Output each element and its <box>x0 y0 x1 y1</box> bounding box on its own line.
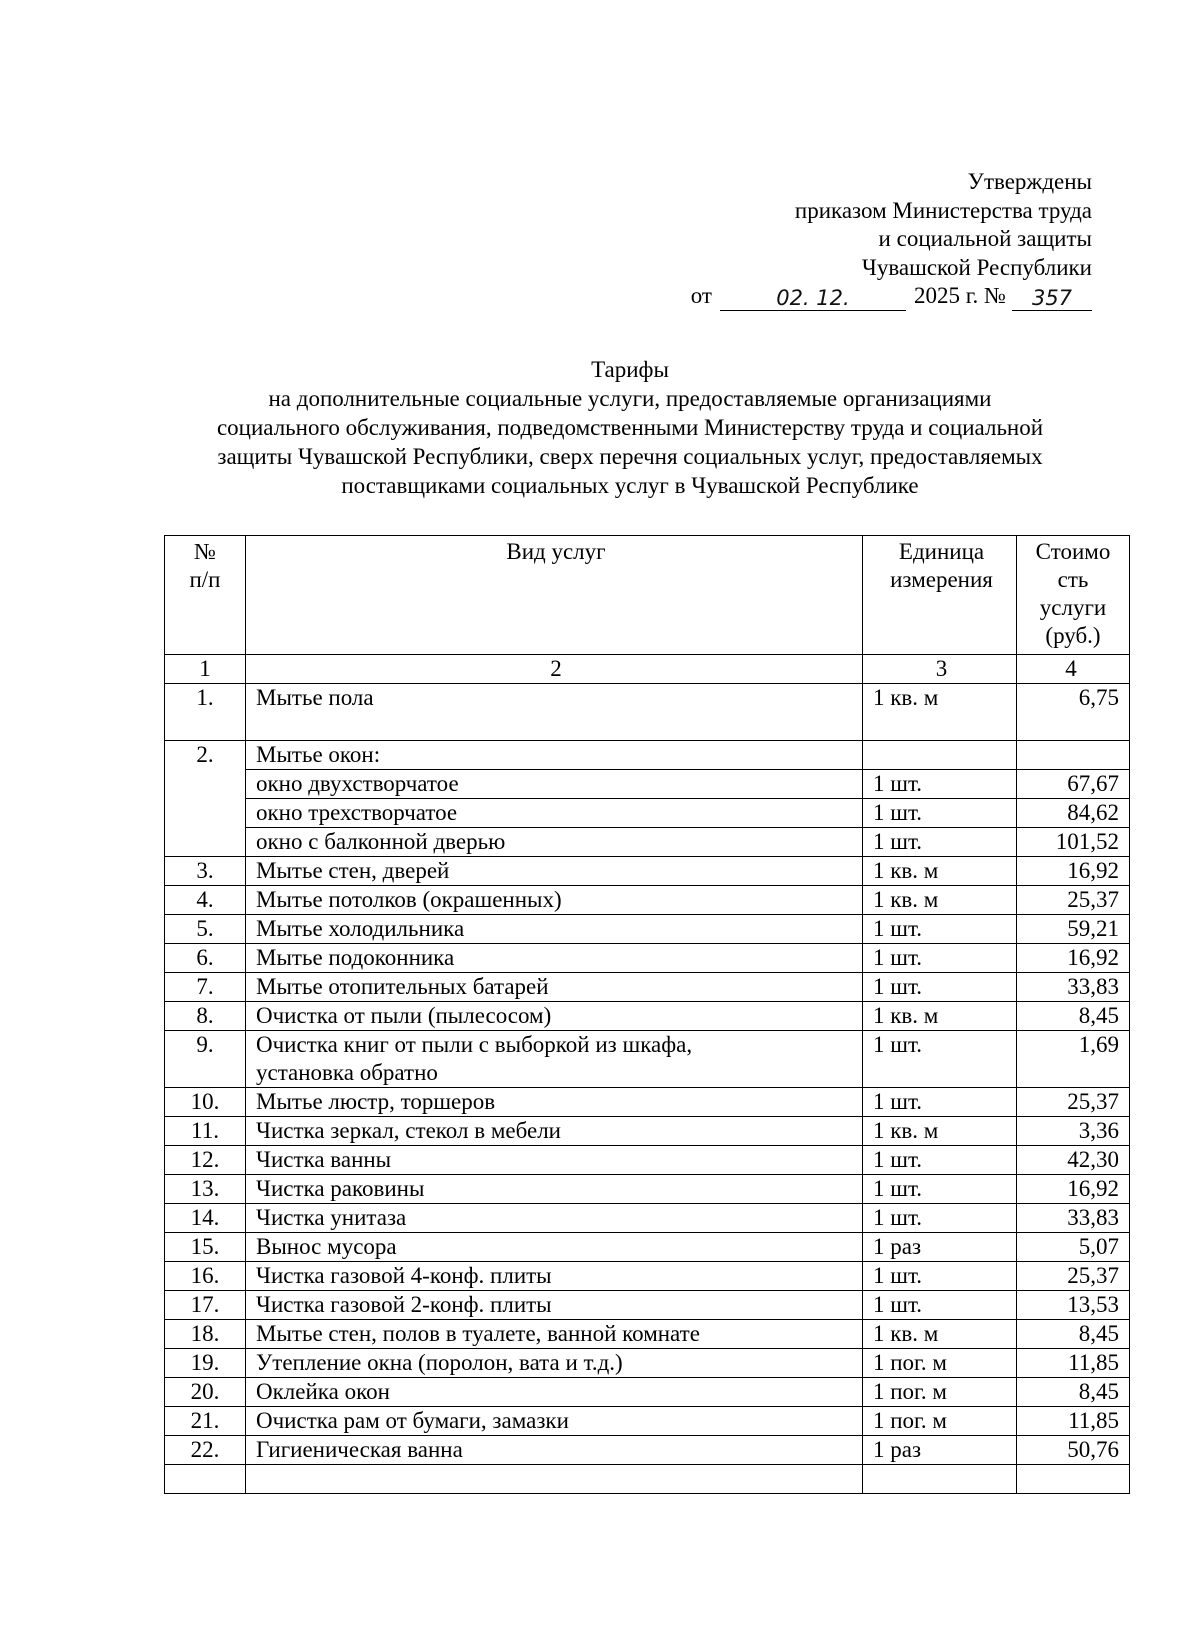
row-number <box>165 1465 246 1494</box>
row-service: Мытье отопительных батарей <box>246 973 863 1002</box>
column-number: 4 <box>1017 655 1130 684</box>
row-unit: 1 пог. м <box>863 1378 1017 1407</box>
row-unit: 1 шт. <box>863 1204 1017 1233</box>
row-number: 11. <box>165 1117 246 1146</box>
row-service: Мытье холодильника <box>246 915 863 944</box>
row-unit <box>863 1465 1017 1494</box>
row-service: Чистка зеркал, стекол в мебели <box>246 1117 863 1146</box>
row-service-line-1: Очистка книг от пыли с выборкой из шкафа, <box>256 1032 693 1057</box>
table-row <box>165 886 1130 915</box>
title-line-2: социального обслуживания, подведомственными Министерству труда и социальной <box>216 415 1044 440</box>
row-service: Очистка от пыли (пылесосом) <box>246 1002 863 1031</box>
row-unit: 1 шт. <box>863 799 1017 828</box>
tariffs-table <box>164 535 1130 1494</box>
row-number: 8. <box>165 1002 246 1031</box>
column-number: 2 <box>246 655 863 684</box>
row-service <box>246 1031 863 1088</box>
table-row <box>165 973 1130 1002</box>
row-unit: 1 шт. <box>863 915 1017 944</box>
row-unit: 1 шт. <box>863 1146 1017 1175</box>
header-cost-b: сть <box>1057 567 1089 592</box>
row-service: Оклейка окон <box>246 1378 863 1407</box>
row-unit: 1 кв. м <box>863 684 1017 741</box>
handwritten-date: 02. 12. <box>720 286 906 311</box>
table-row <box>165 684 1130 741</box>
row-unit: 1 шт. <box>863 1175 1017 1204</box>
column-number-row <box>165 655 1130 684</box>
row-cost: 11,85 <box>1017 1407 1130 1436</box>
table-row <box>165 857 1130 886</box>
table-row <box>165 1233 1130 1262</box>
handwritten-order-number: 357 <box>1012 286 1092 311</box>
table-row <box>165 799 1130 828</box>
table-row <box>165 1002 1130 1031</box>
header-cost-d: (руб.) <box>1045 623 1101 648</box>
approval-line-2: приказом Министерства труда <box>794 197 1092 223</box>
column-number: 3 <box>863 655 1017 684</box>
row-service: Вынос мусора <box>246 1233 863 1262</box>
row-service: Чистка ванны <box>246 1146 863 1175</box>
row-service-line-2: установка обратно <box>256 1060 438 1085</box>
row-unit: 1 шт. <box>863 1291 1017 1320</box>
row-number: 10. <box>165 1088 246 1117</box>
header-unit <box>863 536 1017 655</box>
title-line-1: на дополнительные социальные услуги, предоставляемые организациями <box>268 386 992 411</box>
row-number: 18. <box>165 1320 246 1349</box>
row-cost: 3,36 <box>1017 1117 1130 1146</box>
row-unit: 1 пог. м <box>863 1349 1017 1378</box>
row-cost: 101,52 <box>1017 828 1130 857</box>
row-cost: 8,45 <box>1017 1378 1130 1407</box>
row-unit: 1 раз <box>863 1233 1017 1262</box>
row-number: 9. <box>165 1031 246 1088</box>
row-cost: 25,37 <box>1017 886 1130 915</box>
header-unit-b: измерения <box>890 567 993 592</box>
row-cost: 5,07 <box>1017 1233 1130 1262</box>
row-unit: 1 шт. <box>863 1262 1017 1291</box>
column-number: 1 <box>165 655 246 684</box>
approval-line-3: и социальной защиты <box>878 226 1092 251</box>
approval-block <box>691 168 1092 311</box>
header-cost-c: услуги <box>1039 595 1107 620</box>
row-service <box>246 1465 863 1494</box>
approval-line-4: Чувашской Республики <box>861 254 1092 280</box>
title-line-4: поставщиками социальных услуг в Чувашской Республике <box>341 473 919 498</box>
row-number: 20. <box>165 1378 246 1407</box>
row-cost <box>1017 741 1130 770</box>
row-service: Утепление окна (поролон, вата и т.д.) <box>246 1349 863 1378</box>
row-cost: 67,67 <box>1017 770 1130 799</box>
table-header-row <box>165 536 1130 655</box>
row-number: 2. <box>165 741 246 857</box>
row-unit: 1 шт. <box>863 1088 1017 1117</box>
table-row <box>165 1262 1130 1291</box>
table-row <box>165 1117 1130 1146</box>
row-cost: 33,83 <box>1017 973 1130 1002</box>
table-row <box>165 1204 1130 1233</box>
row-service: окно двухстворчатое <box>246 770 863 799</box>
row-cost: 16,92 <box>1017 857 1130 886</box>
row-cost: 16,92 <box>1017 944 1130 973</box>
row-unit: 1 кв. м <box>863 1117 1017 1146</box>
row-service: Мытье люстр, торшеров <box>246 1088 863 1117</box>
row-service: Мытье стен, дверей <box>246 857 863 886</box>
row-service: Чистка раковины <box>246 1175 863 1204</box>
row-service: Чистка унитаза <box>246 1204 863 1233</box>
table-row <box>165 1465 1130 1494</box>
table-row <box>165 1088 1130 1117</box>
row-number: 14. <box>165 1204 246 1233</box>
table-row <box>165 1320 1130 1349</box>
year-text: 2025 г. № <box>913 283 1006 308</box>
row-service: Мытье подоконника <box>246 944 863 973</box>
row-cost: 42,30 <box>1017 1146 1130 1175</box>
row-number: 5. <box>165 915 246 944</box>
header-service: Вид услуг <box>246 536 863 655</box>
row-unit: 1 пог. м <box>863 1407 1017 1436</box>
row-number: 6. <box>165 944 246 973</box>
table-row <box>165 828 1130 857</box>
row-number: 16. <box>165 1262 246 1291</box>
header-unit-a: Единица <box>898 539 985 564</box>
row-number: 21. <box>165 1407 246 1436</box>
row-number: 15. <box>165 1233 246 1262</box>
header-number-b: п/п <box>189 567 221 592</box>
table-row <box>165 1291 1130 1320</box>
table-row <box>165 1378 1130 1407</box>
approval-date-line <box>691 282 1092 311</box>
table-row <box>165 1146 1130 1175</box>
row-cost: 8,45 <box>1017 1320 1130 1349</box>
row-unit: 1 кв. м <box>863 886 1017 915</box>
row-service: Мытье потолков (окрашенных) <box>246 886 863 915</box>
header-number-a: № <box>194 539 216 564</box>
table-row <box>165 1349 1130 1378</box>
row-number: 3. <box>165 857 246 886</box>
row-cost: 13,53 <box>1017 1291 1130 1320</box>
row-service: Очистка рам от бумаги, замазки <box>246 1407 863 1436</box>
header-cost <box>1017 536 1130 655</box>
row-number: 7. <box>165 973 246 1002</box>
row-unit: 1 кв. м <box>863 1002 1017 1031</box>
row-cost: 84,62 <box>1017 799 1130 828</box>
row-service: Мытье пола <box>246 684 863 741</box>
row-unit: 1 шт. <box>863 944 1017 973</box>
table-row <box>165 1407 1130 1436</box>
row-cost: 33,83 <box>1017 1204 1130 1233</box>
row-service: Мытье стен, полов в туалете, ванной комнате <box>246 1320 863 1349</box>
row-cost: 8,45 <box>1017 1002 1130 1031</box>
document-title <box>150 355 1110 500</box>
row-number: 13. <box>165 1175 246 1204</box>
title-heading: Тарифы <box>591 357 669 382</box>
row-cost: 50,76 <box>1017 1436 1130 1465</box>
row-number: 12. <box>165 1146 246 1175</box>
header-number <box>165 536 246 655</box>
table-row <box>165 944 1130 973</box>
row-unit <box>863 741 1017 770</box>
row-service: Чистка газовой 4-конф. плиты <box>246 1262 863 1291</box>
table-row <box>165 770 1130 799</box>
row-unit: 1 шт. <box>863 770 1017 799</box>
row-cost: 11,85 <box>1017 1349 1130 1378</box>
row-number: 22. <box>165 1436 246 1465</box>
row-unit: 1 шт. <box>863 828 1017 857</box>
approval-line-1: Утверждены <box>967 169 1092 194</box>
row-unit: 1 шт. <box>863 1031 1017 1088</box>
row-cost: 1,69 <box>1017 1031 1130 1088</box>
row-unit: 1 раз <box>863 1436 1017 1465</box>
row-number: 17. <box>165 1291 246 1320</box>
row-service: окно с балконной дверью <box>246 828 863 857</box>
header-cost-a: Стоимо <box>1035 539 1111 564</box>
row-cost: 6,75 <box>1017 684 1130 741</box>
row-cost: 25,37 <box>1017 1262 1130 1291</box>
row-service: Гигиеническая ванна <box>246 1436 863 1465</box>
row-service: Мытье окон: <box>246 741 863 770</box>
row-unit: 1 кв. м <box>863 857 1017 886</box>
table-row <box>165 1031 1130 1088</box>
table-row <box>165 1175 1130 1204</box>
row-service: окно трехстворчатое <box>246 799 863 828</box>
row-cost: 59,21 <box>1017 915 1130 944</box>
row-number: 19. <box>165 1349 246 1378</box>
table-row <box>165 1436 1130 1465</box>
from-label: от <box>690 283 712 308</box>
row-cost: 16,92 <box>1017 1175 1130 1204</box>
row-service: Чистка газовой 2-конф. плиты <box>246 1291 863 1320</box>
row-number: 1. <box>165 684 246 741</box>
table-row <box>165 915 1130 944</box>
row-number: 4. <box>165 886 246 915</box>
row-unit: 1 шт. <box>863 973 1017 1002</box>
table-row <box>165 741 1130 770</box>
row-unit: 1 кв. м <box>863 1320 1017 1349</box>
row-cost: 25,37 <box>1017 1088 1130 1117</box>
title-line-3: защиты Чувашской Республики, сверх перечня социальных услуг, предоставляемых <box>217 444 1043 469</box>
row-cost <box>1017 1465 1130 1494</box>
